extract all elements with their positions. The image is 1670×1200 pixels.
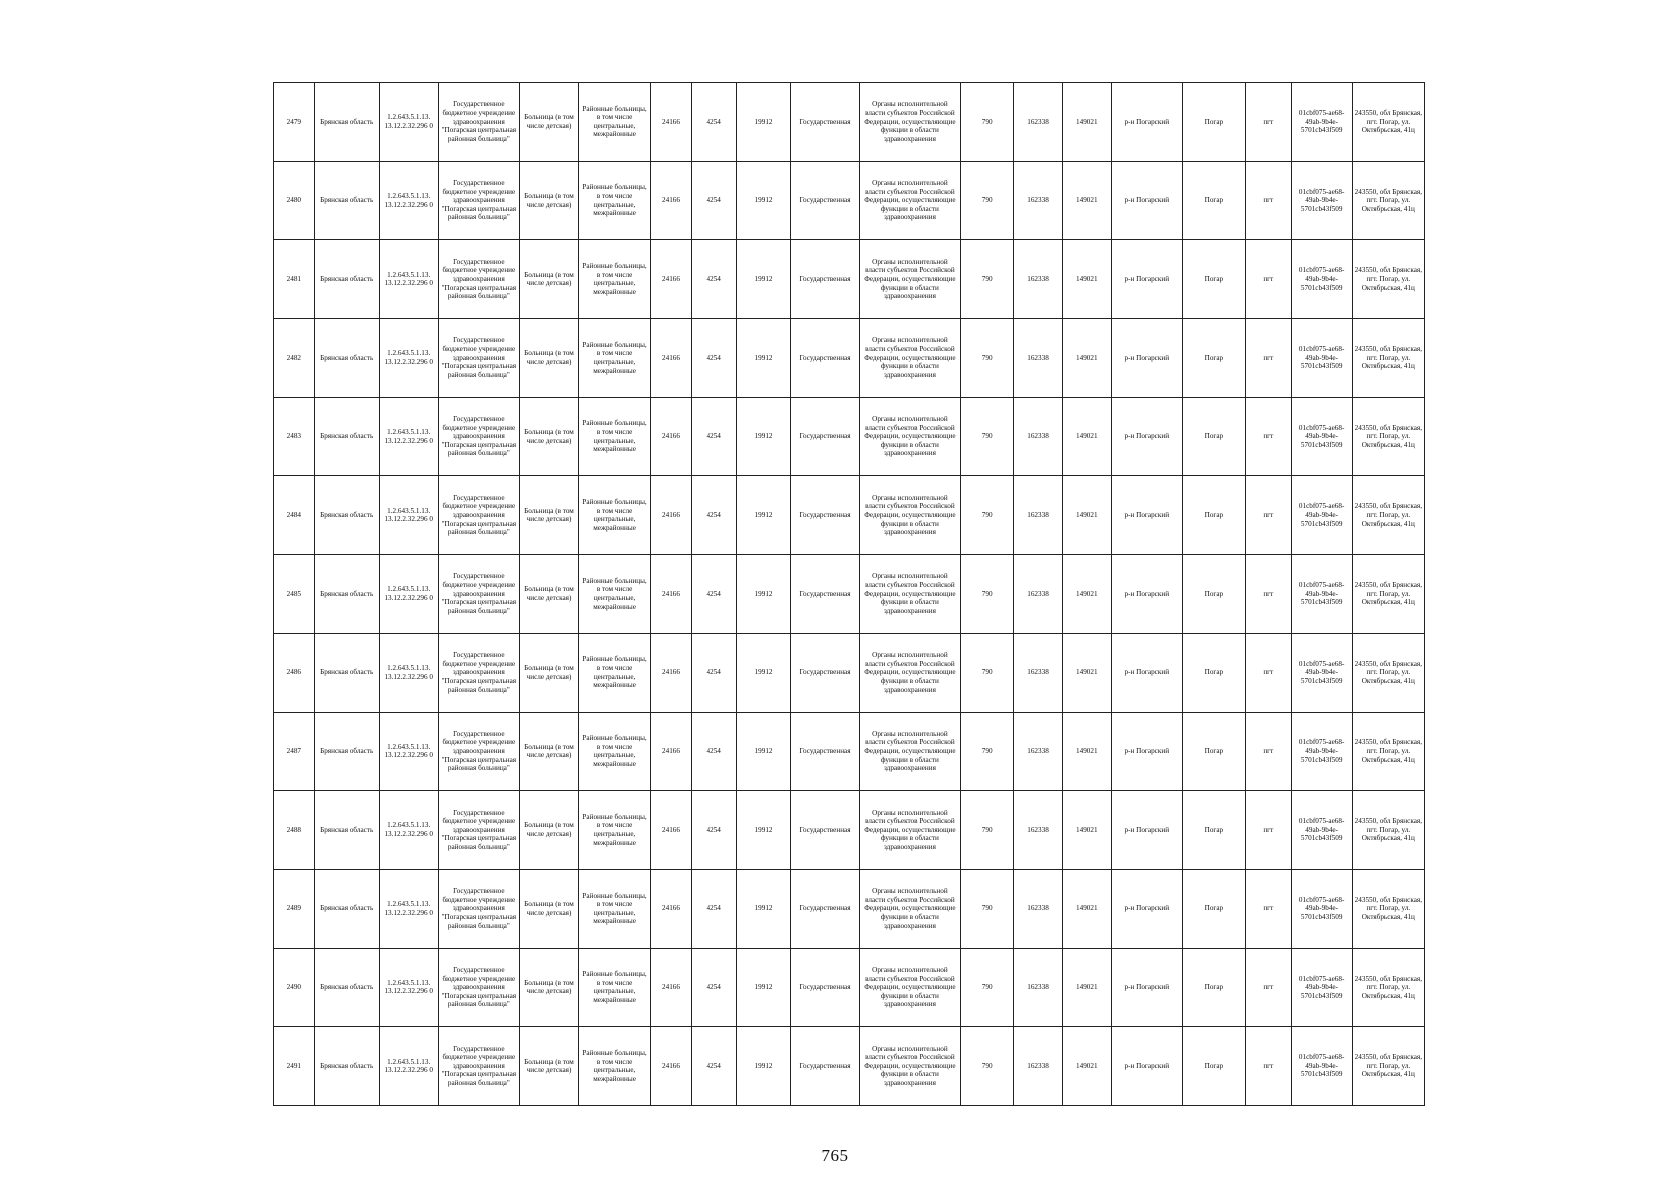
guid-cell: 01cbf075-ae68-49ab-9b4e-5701cb43f509 [1291, 869, 1352, 948]
row-id: 2482 [274, 319, 315, 398]
authority-cell: Органы исполнительной власти субъектов Российской Федерации, осуществляющие функции в области здравоохранения [859, 869, 961, 948]
ownership-cell: Государственная [791, 161, 859, 240]
address-cell: 243550, обл Брянская, пгт. Погар, ул. Октябрьская, 41ц [1352, 83, 1424, 162]
district-cell: р-н Погарский [1111, 476, 1182, 555]
value-3-cell: 19912 [736, 1027, 791, 1106]
settlement-cell: Погар [1182, 240, 1245, 319]
guid-cell: 01cbf075-ae68-49ab-9b4e-5701cb43f509 [1291, 1027, 1352, 1106]
authority-cell: Органы исполнительной власти субъектов Российской Федерации, осуществляющие функции в области здравоохранения [859, 240, 961, 319]
org-code-cell: 1.2.643.5.1.13. 13.12.2.32.296 0 [379, 240, 438, 319]
value-4-cell: 790 [961, 161, 1014, 240]
org-code-cell: 1.2.643.5.1.13. 13.12.2.32.296 0 [379, 161, 438, 240]
value-6-cell: 149021 [1062, 712, 1111, 791]
org-code-cell: 1.2.643.5.1.13. 13.12.2.32.296 0 [379, 1027, 438, 1106]
ownership-cell: Государственная [791, 397, 859, 476]
value-2-cell: 4254 [691, 397, 736, 476]
value-3-cell: 19912 [736, 240, 791, 319]
authority-cell: Органы исполнительной власти субъектов Российской Федерации, осуществляющие функции в области здравоохранения [859, 319, 961, 398]
region-cell: Брянская область [314, 1027, 379, 1106]
org-name-cell: Государственное бюджетное учреждение здравоохранения "Погарская центральная районная больница" [438, 869, 519, 948]
value-2-cell: 4254 [691, 161, 736, 240]
value-4-cell: 790 [961, 1027, 1014, 1106]
value-4-cell: 790 [961, 397, 1014, 476]
value-5-cell: 162338 [1014, 791, 1063, 870]
org-type-cell: Больница (в том числе детская) [520, 1027, 579, 1106]
value-2-cell: 4254 [691, 83, 736, 162]
org-subtype-cell: Районные больницы, в том числе центральные, межрайонные [578, 791, 650, 870]
guid-cell: 01cbf075-ae68-49ab-9b4e-5701cb43f509 [1291, 161, 1352, 240]
registry-table [273, 82, 1425, 1106]
org-type-cell: Больница (в том числе детская) [520, 319, 579, 398]
district-cell: р-н Погарский [1111, 633, 1182, 712]
value-6-cell: 149021 [1062, 240, 1111, 319]
district-cell: р-н Погарский [1111, 240, 1182, 319]
authority-cell: Органы исполнительной власти субъектов Российской Федерации, осуществляющие функции в области здравоохранения [859, 791, 961, 870]
org-code-cell: 1.2.643.5.1.13. 13.12.2.32.296 0 [379, 397, 438, 476]
value-6-cell: 149021 [1062, 869, 1111, 948]
settlement-cell: Погар [1182, 319, 1245, 398]
value-4-cell: 790 [961, 948, 1014, 1027]
org-code-cell: 1.2.643.5.1.13. 13.12.2.32.296 0 [379, 555, 438, 634]
value-4-cell: 790 [961, 240, 1014, 319]
settlement-cell: Погар [1182, 555, 1245, 634]
district-cell: р-н Погарский [1111, 791, 1182, 870]
address-cell: 243550, обл Брянская, пгт. Погар, ул. Октябрьская, 41ц [1352, 240, 1424, 319]
value-4-cell: 790 [961, 83, 1014, 162]
table-row [274, 319, 1425, 398]
row-id: 2487 [274, 712, 315, 791]
value-5-cell: 162338 [1014, 83, 1063, 162]
table-row [274, 1027, 1425, 1106]
org-name-cell: Государственное бюджетное учреждение здравоохранения "Погарская центральная районная больница" [438, 319, 519, 398]
settlement-type-cell: пгт [1245, 633, 1291, 712]
guid-cell: 01cbf075-ae68-49ab-9b4e-5701cb43f509 [1291, 240, 1352, 319]
org-subtype-cell: Районные больницы, в том числе центральные, межрайонные [578, 712, 650, 791]
row-id: 2483 [274, 397, 315, 476]
guid-cell: 01cbf075-ae68-49ab-9b4e-5701cb43f509 [1291, 712, 1352, 791]
district-cell: р-н Погарский [1111, 161, 1182, 240]
address-cell: 243550, обл Брянская, пгт. Погар, ул. Октябрьская, 41ц [1352, 161, 1424, 240]
table-row [274, 83, 1425, 162]
table-row [274, 476, 1425, 555]
value-4-cell: 790 [961, 712, 1014, 791]
value-5-cell: 162338 [1014, 1027, 1063, 1106]
ownership-cell: Государственная [791, 83, 859, 162]
org-code-cell: 1.2.643.5.1.13. 13.12.2.32.296 0 [379, 948, 438, 1027]
value-3-cell: 19912 [736, 476, 791, 555]
region-cell: Брянская область [314, 83, 379, 162]
org-name-cell: Государственное бюджетное учреждение здравоохранения "Погарская центральная районная больница" [438, 83, 519, 162]
table-row [274, 633, 1425, 712]
org-type-cell: Больница (в том числе детская) [520, 83, 579, 162]
org-name-cell: Государственное бюджетное учреждение здравоохранения "Погарская центральная районная больница" [438, 712, 519, 791]
value-1-cell: 24166 [651, 240, 692, 319]
region-cell: Брянская область [314, 948, 379, 1027]
settlement-cell: Погар [1182, 791, 1245, 870]
org-code-cell: 1.2.643.5.1.13. 13.12.2.32.296 0 [379, 319, 438, 398]
value-1-cell: 24166 [651, 83, 692, 162]
district-cell: р-н Погарский [1111, 869, 1182, 948]
address-cell: 243550, обл Брянская, пгт. Погар, ул. Октябрьская, 41ц [1352, 319, 1424, 398]
ownership-cell: Государственная [791, 240, 859, 319]
settlement-type-cell: пгт [1245, 240, 1291, 319]
value-5-cell: 162338 [1014, 633, 1063, 712]
value-5-cell: 162338 [1014, 240, 1063, 319]
org-type-cell: Больница (в том числе детская) [520, 633, 579, 712]
org-code-cell: 1.2.643.5.1.13. 13.12.2.32.296 0 [379, 712, 438, 791]
value-6-cell: 149021 [1062, 83, 1111, 162]
region-cell: Брянская область [314, 869, 379, 948]
address-cell: 243550, обл Брянская, пгт. Погар, ул. Октябрьская, 41ц [1352, 397, 1424, 476]
settlement-type-cell: пгт [1245, 397, 1291, 476]
ownership-cell: Государственная [791, 1027, 859, 1106]
table-row [274, 869, 1425, 948]
authority-cell: Органы исполнительной власти субъектов Российской Федерации, осуществляющие функции в области здравоохранения [859, 948, 961, 1027]
region-cell: Брянская область [314, 397, 379, 476]
value-3-cell: 19912 [736, 555, 791, 634]
row-id: 2480 [274, 161, 315, 240]
org-subtype-cell: Районные больницы, в том числе центральные, межрайонные [578, 633, 650, 712]
authority-cell: Органы исполнительной власти субъектов Российской Федерации, осуществляющие функции в области здравоохранения [859, 397, 961, 476]
settlement-cell: Погар [1182, 1027, 1245, 1106]
value-4-cell: 790 [961, 869, 1014, 948]
value-4-cell: 790 [961, 633, 1014, 712]
org-subtype-cell: Районные больницы, в том числе центральные, межрайонные [578, 161, 650, 240]
org-code-cell: 1.2.643.5.1.13. 13.12.2.32.296 0 [379, 869, 438, 948]
table-row [274, 791, 1425, 870]
value-2-cell: 4254 [691, 1027, 736, 1106]
org-type-cell: Больница (в том числе детская) [520, 791, 579, 870]
settlement-cell: Погар [1182, 633, 1245, 712]
value-5-cell: 162338 [1014, 712, 1063, 791]
value-6-cell: 149021 [1062, 791, 1111, 870]
address-cell: 243550, обл Брянская, пгт. Погар, ул. Октябрьская, 41ц [1352, 948, 1424, 1027]
address-cell: 243550, обл Брянская, пгт. Погар, ул. Октябрьская, 41ц [1352, 633, 1424, 712]
value-4-cell: 790 [961, 319, 1014, 398]
settlement-type-cell: пгт [1245, 319, 1291, 398]
ownership-cell: Государственная [791, 319, 859, 398]
value-5-cell: 162338 [1014, 161, 1063, 240]
org-subtype-cell: Районные больницы, в том числе центральные, межрайонные [578, 948, 650, 1027]
address-cell: 243550, обл Брянская, пгт. Погар, ул. Октябрьская, 41ц [1352, 555, 1424, 634]
guid-cell: 01cbf075-ae68-49ab-9b4e-5701cb43f509 [1291, 948, 1352, 1027]
authority-cell: Органы исполнительной власти субъектов Российской Федерации, осуществляющие функции в области здравоохранения [859, 476, 961, 555]
value-1-cell: 24166 [651, 555, 692, 634]
settlement-type-cell: пгт [1245, 869, 1291, 948]
authority-cell: Органы исполнительной власти субъектов Российской Федерации, осуществляющие функции в области здравоохранения [859, 1027, 961, 1106]
org-subtype-cell: Районные больницы, в том числе центральные, межрайонные [578, 83, 650, 162]
org-type-cell: Больница (в том числе детская) [520, 476, 579, 555]
settlement-cell: Погар [1182, 869, 1245, 948]
row-id: 2484 [274, 476, 315, 555]
settlement-type-cell: пгт [1245, 83, 1291, 162]
settlement-type-cell: пгт [1245, 948, 1291, 1027]
guid-cell: 01cbf075-ae68-49ab-9b4e-5701cb43f509 [1291, 791, 1352, 870]
org-type-cell: Больница (в том числе детская) [520, 948, 579, 1027]
value-3-cell: 19912 [736, 791, 791, 870]
org-type-cell: Больница (в том числе детская) [520, 397, 579, 476]
org-subtype-cell: Районные больницы, в том числе центральные, межрайонные [578, 869, 650, 948]
value-2-cell: 4254 [691, 948, 736, 1027]
settlement-cell: Погар [1182, 476, 1245, 555]
settlement-type-cell: пгт [1245, 712, 1291, 791]
guid-cell: 01cbf075-ae68-49ab-9b4e-5701cb43f509 [1291, 633, 1352, 712]
org-subtype-cell: Районные больницы, в том числе центральные, межрайонные [578, 319, 650, 398]
district-cell: р-н Погарский [1111, 712, 1182, 791]
value-1-cell: 24166 [651, 161, 692, 240]
row-id: 2488 [274, 791, 315, 870]
value-1-cell: 24166 [651, 1027, 692, 1106]
value-2-cell: 4254 [691, 319, 736, 398]
ownership-cell: Государственная [791, 869, 859, 948]
district-cell: р-н Погарский [1111, 1027, 1182, 1106]
region-cell: Брянская область [314, 476, 379, 555]
value-5-cell: 162338 [1014, 319, 1063, 398]
org-name-cell: Государственное бюджетное учреждение здравоохранения "Погарская центральная районная больница" [438, 633, 519, 712]
value-2-cell: 4254 [691, 555, 736, 634]
row-id: 2481 [274, 240, 315, 319]
value-2-cell: 4254 [691, 712, 736, 791]
row-id: 2479 [274, 83, 315, 162]
address-cell: 243550, обл Брянская, пгт. Погар, ул. Октябрьская, 41ц [1352, 1027, 1424, 1106]
value-3-cell: 19912 [736, 869, 791, 948]
value-2-cell: 4254 [691, 869, 736, 948]
org-type-cell: Больница (в том числе детская) [520, 240, 579, 319]
region-cell: Брянская область [314, 161, 379, 240]
ownership-cell: Государственная [791, 948, 859, 1027]
value-5-cell: 162338 [1014, 397, 1063, 476]
ownership-cell: Государственная [791, 633, 859, 712]
guid-cell: 01cbf075-ae68-49ab-9b4e-5701cb43f509 [1291, 319, 1352, 398]
value-1-cell: 24166 [651, 476, 692, 555]
org-name-cell: Государственное бюджетное учреждение здравоохранения "Погарская центральная районная больница" [438, 1027, 519, 1106]
district-cell: р-н Погарский [1111, 83, 1182, 162]
value-1-cell: 24166 [651, 397, 692, 476]
district-cell: р-н Погарский [1111, 555, 1182, 634]
address-cell: 243550, обл Брянская, пгт. Погар, ул. Октябрьская, 41ц [1352, 791, 1424, 870]
value-5-cell: 162338 [1014, 555, 1063, 634]
table-row [274, 161, 1425, 240]
org-subtype-cell: Районные больницы, в том числе центральные, межрайонные [578, 476, 650, 555]
address-cell: 243550, обл Брянская, пгт. Погар, ул. Октябрьская, 41ц [1352, 476, 1424, 555]
table-row [274, 240, 1425, 319]
row-id: 2490 [274, 948, 315, 1027]
value-5-cell: 162338 [1014, 869, 1063, 948]
region-cell: Брянская область [314, 712, 379, 791]
row-id: 2489 [274, 869, 315, 948]
org-name-cell: Государственное бюджетное учреждение здравоохранения "Погарская центральная районная больница" [438, 161, 519, 240]
settlement-cell: Погар [1182, 83, 1245, 162]
guid-cell: 01cbf075-ae68-49ab-9b4e-5701cb43f509 [1291, 397, 1352, 476]
row-id: 2491 [274, 1027, 315, 1106]
authority-cell: Органы исполнительной власти субъектов Российской Федерации, осуществляющие функции в области здравоохранения [859, 633, 961, 712]
settlement-cell: Погар [1182, 397, 1245, 476]
org-subtype-cell: Районные больницы, в том числе центральные, межрайонные [578, 397, 650, 476]
table-row [274, 948, 1425, 1027]
value-1-cell: 24166 [651, 633, 692, 712]
value-2-cell: 4254 [691, 791, 736, 870]
value-6-cell: 149021 [1062, 633, 1111, 712]
value-6-cell: 149021 [1062, 319, 1111, 398]
region-cell: Брянская область [314, 319, 379, 398]
settlement-type-cell: пгт [1245, 161, 1291, 240]
value-2-cell: 4254 [691, 633, 736, 712]
org-name-cell: Государственное бюджетное учреждение здравоохранения "Погарская центральная районная больница" [438, 476, 519, 555]
org-name-cell: Государственное бюджетное учреждение здравоохранения "Погарская центральная районная больница" [438, 791, 519, 870]
org-subtype-cell: Районные больницы, в том числе центральные, межрайонные [578, 1027, 650, 1106]
value-5-cell: 162338 [1014, 476, 1063, 555]
value-1-cell: 24166 [651, 869, 692, 948]
row-id: 2486 [274, 633, 315, 712]
row-id: 2485 [274, 555, 315, 634]
district-cell: р-н Погарский [1111, 397, 1182, 476]
org-name-cell: Государственное бюджетное учреждение здравоохранения "Погарская центральная районная больница" [438, 555, 519, 634]
value-1-cell: 24166 [651, 712, 692, 791]
value-3-cell: 19912 [736, 712, 791, 791]
value-2-cell: 4254 [691, 476, 736, 555]
ownership-cell: Государственная [791, 712, 859, 791]
org-code-cell: 1.2.643.5.1.13. 13.12.2.32.296 0 [379, 83, 438, 162]
ownership-cell: Государственная [791, 476, 859, 555]
authority-cell: Органы исполнительной власти субъектов Российской Федерации, осуществляющие функции в области здравоохранения [859, 555, 961, 634]
org-name-cell: Государственное бюджетное учреждение здравоохранения "Погарская центральная районная больница" [438, 240, 519, 319]
district-cell: р-н Погарский [1111, 319, 1182, 398]
value-6-cell: 149021 [1062, 476, 1111, 555]
value-6-cell: 149021 [1062, 161, 1111, 240]
authority-cell: Органы исполнительной власти субъектов Российской Федерации, осуществляющие функции в области здравоохранения [859, 161, 961, 240]
district-cell: р-н Погарский [1111, 948, 1182, 1027]
org-type-cell: Больница (в том числе детская) [520, 161, 579, 240]
guid-cell: 01cbf075-ae68-49ab-9b4e-5701cb43f509 [1291, 83, 1352, 162]
ownership-cell: Государственная [791, 555, 859, 634]
org-code-cell: 1.2.643.5.1.13. 13.12.2.32.296 0 [379, 633, 438, 712]
table-row [274, 397, 1425, 476]
value-6-cell: 149021 [1062, 397, 1111, 476]
settlement-cell: Погар [1182, 712, 1245, 791]
org-type-cell: Больница (в том числе детская) [520, 712, 579, 791]
org-type-cell: Больница (в том числе детская) [520, 555, 579, 634]
value-3-cell: 19912 [736, 319, 791, 398]
page-number: 765 [821, 1146, 849, 1165]
guid-cell: 01cbf075-ae68-49ab-9b4e-5701cb43f509 [1291, 476, 1352, 555]
guid-cell: 01cbf075-ae68-49ab-9b4e-5701cb43f509 [1291, 555, 1352, 634]
org-subtype-cell: Районные больницы, в том числе центральные, межрайонные [578, 555, 650, 634]
value-3-cell: 19912 [736, 397, 791, 476]
value-6-cell: 149021 [1062, 555, 1111, 634]
address-cell: 243550, обл Брянская, пгт. Погар, ул. Октябрьская, 41ц [1352, 712, 1424, 791]
ownership-cell: Государственная [791, 791, 859, 870]
org-name-cell: Государственное бюджетное учреждение здравоохранения "Погарская центральная районная больница" [438, 948, 519, 1027]
region-cell: Брянская область [314, 555, 379, 634]
region-cell: Брянская область [314, 791, 379, 870]
address-cell: 243550, обл Брянская, пгт. Погар, ул. Октябрьская, 41ц [1352, 869, 1424, 948]
table-row [274, 712, 1425, 791]
org-type-cell: Больница (в том числе детская) [520, 869, 579, 948]
value-3-cell: 19912 [736, 161, 791, 240]
org-subtype-cell: Районные больницы, в том числе центральные, межрайонные [578, 240, 650, 319]
value-5-cell: 162338 [1014, 948, 1063, 1027]
value-3-cell: 19912 [736, 633, 791, 712]
settlement-type-cell: пгт [1245, 791, 1291, 870]
settlement-cell: Погар [1182, 948, 1245, 1027]
org-code-cell: 1.2.643.5.1.13. 13.12.2.32.296 0 [379, 791, 438, 870]
value-4-cell: 790 [961, 555, 1014, 634]
value-6-cell: 149021 [1062, 948, 1111, 1027]
value-4-cell: 790 [961, 476, 1014, 555]
value-3-cell: 19912 [736, 948, 791, 1027]
value-1-cell: 24166 [651, 948, 692, 1027]
authority-cell: Органы исполнительной власти субъектов Российской Федерации, осуществляющие функции в области здравоохранения [859, 83, 961, 162]
value-6-cell: 149021 [1062, 1027, 1111, 1106]
region-cell: Брянская область [314, 633, 379, 712]
org-name-cell: Государственное бюджетное учреждение здравоохранения "Погарская центральная районная больница" [438, 397, 519, 476]
value-1-cell: 24166 [651, 791, 692, 870]
settlement-type-cell: пгт [1245, 1027, 1291, 1106]
value-3-cell: 19912 [736, 83, 791, 162]
settlement-type-cell: пгт [1245, 555, 1291, 634]
table-row [274, 555, 1425, 634]
org-code-cell: 1.2.643.5.1.13. 13.12.2.32.296 0 [379, 476, 438, 555]
settlement-cell: Погар [1182, 161, 1245, 240]
value-2-cell: 4254 [691, 240, 736, 319]
authority-cell: Органы исполнительной власти субъектов Российской Федерации, осуществляющие функции в области здравоохранения [859, 712, 961, 791]
settlement-type-cell: пгт [1245, 476, 1291, 555]
value-4-cell: 790 [961, 791, 1014, 870]
value-1-cell: 24166 [651, 319, 692, 398]
region-cell: Брянская область [314, 240, 379, 319]
